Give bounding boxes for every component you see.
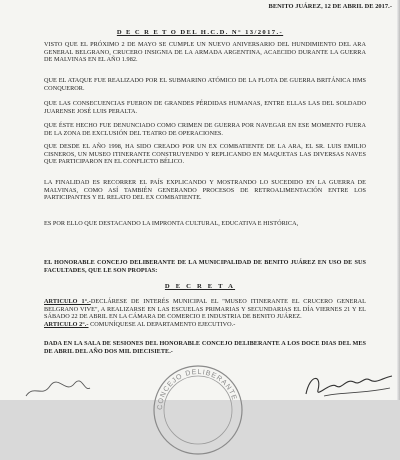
closing-statement: DADA EN LA SALA DE SESIONES DEL HONORABLE CONCEJO DELIBERANTE A LOS DOCE DIAS DEL MES DE ABRIL DEL AÑO DOS MIL DIECISIETE.-: [44, 340, 366, 355]
place-date: BENITO JUÁREZ, 12 DE ABRIL DE 2017.-: [268, 3, 392, 10]
council-heading: EL HONORABLE CONCEJO DELIBERANTE DE LA MUNICIPALIDAD DE BENITO JUÁREZ EN USO DE SUS FACULTADES, QUE LE SON PROPIAS:: [44, 259, 366, 274]
council-seal-stamp: [148, 360, 248, 460]
paragraph-denuncia: QUE ÉSTE HECHO FUE DENUNCIADO COMO CRIMEN DE GUERRA POR NAVEGAR EN ESE MOMENTO FUERA DE LA ZONA DE EXCLUSIÓN DEL TEATRO DE OPERACIONES.: [44, 122, 366, 137]
paragraph-consecuencias: QUE LAS CONSECUENCIAS FUERON DE GRANDES PÉRDIDAS HUMANAS, ENTRE ELLAS LAS DEL SOLDADO JUARENSE JOSÉ LUIS PERALTA.: [44, 100, 366, 115]
article-2-label: ARTICULO 2°.-: [44, 321, 89, 328]
paragraph-museo: QUE DESDE EL AÑO 1998, HA SIDO CREADO POR UN EX COMBATIENTE DE LA ARA, EL SR. LUIS EMILIO CISNEROS, UN MUSEO ITINERANTE CONSTRUYENDO Y REPLICANDO EN MAQUETAS LAS DIVERSAS NAVES QUE PARTICIPARON EN EL CONFLICTO BÉLICO.: [44, 143, 366, 166]
article-2-text: COMUNÍQUESE AL DEPARTAMENTO EJECUTIVO.-: [88, 321, 236, 328]
signature-left: [22, 376, 92, 400]
signature-right: [300, 368, 395, 400]
paragraph-finalidad: LA FINALIDAD ES RECORRER EL PAÍS EXPLICANDO Y MOSTRANDO LO SUCEDIDO EN LA GUERRA DE MALVINAS, COMO ASÍ TAMBIÉN GENERANDO PROCESOS DE RETROALIMENTACIÓN ENTRE LOS PARTICIPANTES Y EL RELATO DEL EX COMBATIENTE.: [44, 179, 366, 202]
decreta-heading: D E C R E T A: [164, 283, 236, 290]
article-1: [44, 298, 366, 321]
paragraph-visto: VISTO QUE EL PRÓXIMO 2 DE MAYO SE CUMPLE UN NUEVO ANIVERSARIO DEL HUNDIMIENTO DEL ARA GENERAL BELGRANO, CRUCERO INSIGNIA DE LA ARMADA ARGENTINA, ACAECIDO DURANTE LA GUERRA DE MALVINAS EN EL AÑO 1.982.: [44, 41, 366, 64]
stamp-text: CONCEJO DELIBERANTE: [156, 368, 238, 411]
article-2: [44, 321, 366, 329]
paragraph-ataque: QUE EL ATAQUE FUE REALIZADO POR EL SUBMARINO ATÓMICO DE LA FLOTA DE GUERRA BRITÁNICA HMS CONQUEROR.: [44, 77, 366, 92]
decree-title: D E C R E T O DEL H.C.D. N° 13/2017.-: [116, 29, 284, 36]
paragraph-por-ello: ES POR ELLO QUE DESTACANDO LA IMPRONTA CULTURAL, EDUCATIVA E HISTÓRICA,: [44, 220, 299, 227]
article-1-text: DECLÁRESE DE INTERÉS MUNICIPAL EL "MUSEO ITINERANTE EL CRUCERO GENERAL BELGRANO VIVE", A REALIZARSE EN LAS ESCUELAS PRIMARIAS Y SECUNDARIAS EL DÍA VIERNES 21 Y EL SÁBADO 22 DE ABRIL EN LA CÁMARA DE COMERCIO E INDUSTRIA DE BENITO JUÁREZ.: [44, 298, 366, 321]
article-1-label: ARTICULO 1°.-: [44, 298, 91, 305]
